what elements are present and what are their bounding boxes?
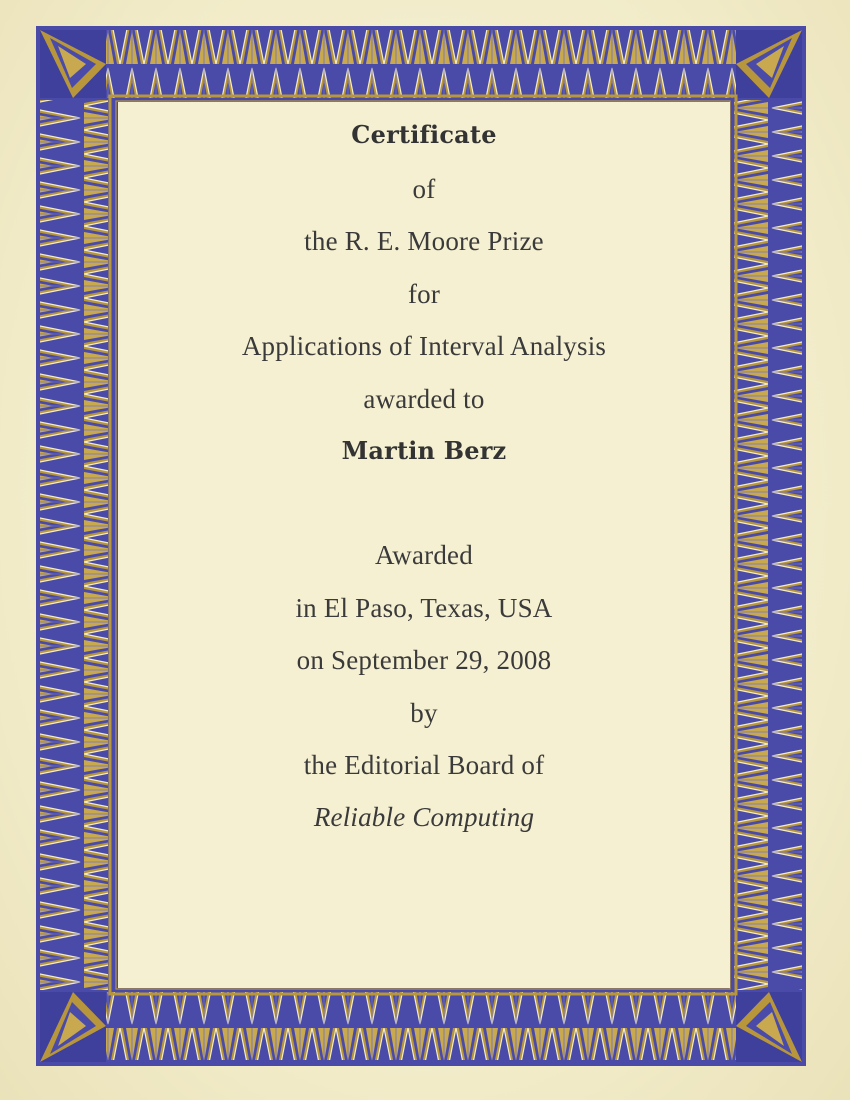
- by-line: by: [410, 698, 438, 728]
- award-date: on September 29, 2008: [296, 645, 552, 675]
- corner-ornament-top-left: [40, 30, 106, 98]
- of-line: of: [412, 174, 436, 204]
- editorial-board-line: the Editorial Board of: [303, 750, 545, 780]
- prize-field: Applications of Interval Analysis: [241, 331, 607, 361]
- corner-ornament-bottom-left: [40, 992, 106, 1062]
- for-line: for: [407, 279, 441, 309]
- certificate-heading: Certificate: [351, 120, 497, 149]
- corner-ornament-top-right: [736, 30, 802, 98]
- awarded-line: Awarded: [375, 540, 473, 570]
- recipient-name: Martin Berz: [341, 436, 507, 465]
- corner-ornament-bottom-right: [736, 992, 802, 1062]
- prize-name: the R. E. Moore Prize: [304, 226, 544, 256]
- awarded-to-line: awarded to: [363, 384, 485, 414]
- certificate-text-panel: [118, 102, 730, 988]
- journal-name: Reliable Computing: [313, 802, 535, 832]
- award-location: in El Paso, Texas, USA: [295, 593, 553, 623]
